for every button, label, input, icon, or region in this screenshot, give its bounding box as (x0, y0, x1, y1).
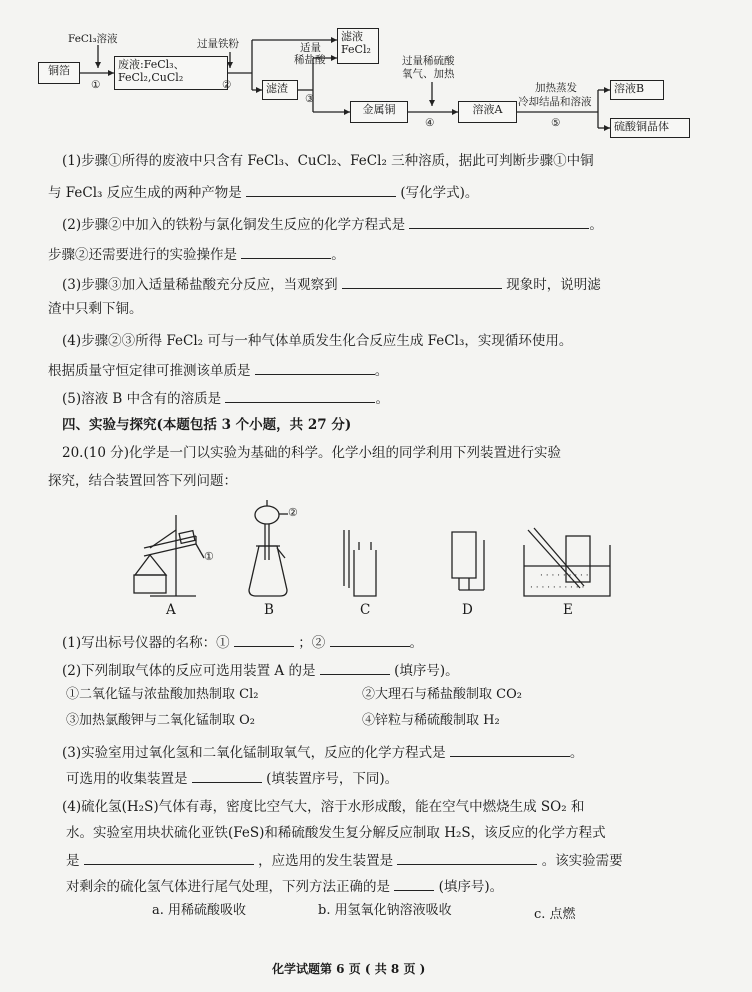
q19-p1b: 与 FeCl₃ 反应生成的两种产物是 (48, 185, 242, 201)
q19-line-8: 根据质量守恒定律可推测该单质是 。 (48, 360, 388, 380)
q20-s1a: (1)写出标号仪器的名称：① (62, 635, 230, 651)
q19-p5: (5)溶液 B 中含有的溶质是 (62, 391, 222, 407)
flow-step-4: ④ (425, 117, 435, 129)
page-footer: 化学试题第 6 页 ( 共 8 页 ) (272, 962, 426, 976)
flow-reagents-1: 过量稀硫酸 (402, 55, 455, 67)
q20-s4e: 。该实验需要 (541, 853, 623, 869)
q19-p3a: (3)步骤③加入适量稀盐酸充分反应，当观察到 (62, 277, 338, 293)
flow-input-fecl3: FeCl₃溶液 (68, 33, 118, 45)
flow-box-residue: 滤渣 (262, 80, 298, 100)
q19-p4b: 根据质量守恒定律可推测该单质是 (48, 363, 251, 379)
q20-intro-2: 探究，结合装置回答下列问题： (48, 473, 237, 489)
apparatus-d (452, 532, 484, 590)
q20-s4c-text: 是 (66, 853, 80, 869)
q19-p2b: 步骤②还需要进行的实验操作是 (48, 247, 237, 263)
q19-line-3: (2)步骤②中加入的铁粉与氯化铜发生反应的化学方程式是 。 (62, 214, 603, 234)
flow-step-5: ⑤ (551, 117, 561, 129)
choice-c: c. 点燃 (534, 907, 576, 922)
apparatus-c (344, 530, 376, 596)
answer-blank-20-4a[interactable] (84, 850, 254, 865)
label-b: B (264, 602, 274, 618)
label-d: D (462, 602, 473, 618)
q19-line-1: (1)步骤①所得的废液中只含有 FeCl₃、CuCl₂、FeCl₂ 三种溶质，据此可判断步骤①中铜 (62, 153, 594, 169)
q20-s4f-text: 对剩余的硫化氢气体进行尾气处理，下列方法正确的是 (66, 879, 390, 895)
flow-step-3: ③ (305, 93, 315, 105)
flow-evap-1: 加热蒸发 (535, 82, 577, 94)
flow-step-1: ① (91, 79, 101, 91)
flow-hcl-1: 适量 (300, 42, 321, 54)
label-a: A (166, 602, 176, 618)
q20-s1b: ；② (298, 635, 326, 651)
filtrate-line-1: 滤液 (341, 30, 363, 43)
q20-s3b-text: 可选用的收集装置是 (66, 771, 188, 787)
apparatus-b (249, 500, 288, 596)
q20-s3c: (填装置序号，下同)。 (266, 771, 399, 787)
flow-box-solution-b: 溶液B (610, 80, 664, 100)
q20-s4g: (填序号)。 (438, 879, 504, 895)
q20-s4f (66, 876, 503, 896)
flow-box-metal-copper: 金属铜 (350, 101, 408, 123)
option-1: ①二氧化锰与浓盐酸加热制取 Cl₂ (66, 687, 259, 702)
flow-box-solution-a: 溶液A (458, 101, 517, 123)
option-4: ④锌粒与稀硫酸制取 H₂ (362, 713, 500, 728)
q19-line-9: (5)溶液 B 中含有的溶质是 。 (62, 388, 389, 408)
q20-s3b (66, 768, 398, 788)
q19-p2a: (2)步骤②中加入的铁粉与氯化铜发生反应的化学方程式是 (62, 217, 406, 233)
answer-blank-20-1a[interactable] (234, 632, 294, 647)
q20-s3a-text: (3)实验室用过氧化氢和二氧化锰制取氧气，反应的化学方程式是 (62, 745, 446, 761)
answer-blank-20-4c[interactable] (394, 876, 434, 891)
flow-excess-iron: 过量铁粉 (197, 38, 239, 50)
option-2: ②大理石与稀盐酸制取 CO₂ (362, 687, 522, 702)
flow-reagents-2: 氧气、加热 (402, 68, 455, 80)
answer-blank-20-4b[interactable] (397, 850, 537, 865)
q20-s4d: ，应选用的发生装置是 (258, 853, 394, 869)
choice-a: a. 用稀硫酸吸收 (152, 903, 247, 918)
svg-text:· · · · · · · · ·: · · · · · · · · · (540, 571, 589, 581)
q20-intro-1: 20.(10 分)化学是一门以实验为基础的科学。化学小组的同学利用下列装置进行实验 (62, 445, 561, 461)
choice-b: b. 用氢氧化钠溶液吸收 (318, 903, 452, 918)
label-c: C (360, 602, 371, 618)
answer-blank-20-3b[interactable] (192, 768, 262, 783)
q19-line-6: 渣中只剩下铜。 (48, 301, 143, 317)
svg-text:· · · · · · · · · ·: · · · · · · · · · · (530, 583, 585, 593)
mark-2: ② (288, 506, 298, 519)
q19-line-4: 步骤②还需要进行的实验操作是 。 (48, 244, 345, 264)
q20-s3a: (3)实验室用过氧化氢和二氧化锰制取氧气，反应的化学方程式是 。 (62, 742, 583, 762)
q20-s4a: (4)硫化氢(H₂S)气体有毒，密度比空气大，溶于水形成酸，能在空气中燃烧生成 SO₂ 和 (62, 799, 585, 815)
q20-s2-text: (2)下列制取气体的反应可选用装置 A 的是 (62, 663, 316, 679)
q20-s2 (62, 660, 459, 680)
q20-s4b: 水。实验室用块状硫化亚铁(FeS)和稀硫酸发生复分解反应制取 H₂S，该反应的化学方程式 (66, 825, 606, 841)
q19-p1c: (写化学式)。 (400, 185, 479, 201)
flow-evap-2: 冷却结晶和溶液 (518, 96, 592, 108)
section-4-heading: 四、实验与探究(本题包括 3 个小题，共 27 分) (62, 417, 352, 433)
flow-box-copper-foil: 铜箔 (38, 62, 80, 84)
apparatus-a (134, 515, 204, 596)
mark-1: ① (204, 550, 214, 563)
waste-line-1: 废液:FeCl₃、 (118, 58, 185, 71)
q19-p3b: 现象时，说明滤 (506, 277, 601, 293)
q19-line-7: (4)步骤②③所得 FeCl₂ 可与一种气体单质发生化合反应生成 FeCl₃，实现循环使用。 (62, 333, 573, 349)
option-3: ③加热氯酸钾与二氧化锰制取 O₂ (66, 713, 256, 728)
answer-blank-20-2[interactable] (320, 660, 390, 675)
flow-box-crystal: 硫酸铜晶体 (610, 118, 690, 138)
filtrate-line-2: FeCl₂ (341, 43, 371, 56)
answer-blank-20-1b[interactable] (330, 632, 410, 647)
flow-step-2: ② (222, 79, 232, 91)
q20-s2b: (填序号)。 (394, 663, 459, 679)
answer-blank-20-3a[interactable] (450, 742, 570, 757)
label-e: E (563, 602, 573, 618)
q20-s4c (66, 850, 623, 870)
flow-hcl-2: 稀盐酸 (294, 54, 326, 66)
q20-s1: (1)写出标号仪器的名称：① ；② 。 (62, 632, 423, 652)
waste-line-2: FeCl₂,CuCl₂ (118, 71, 184, 84)
